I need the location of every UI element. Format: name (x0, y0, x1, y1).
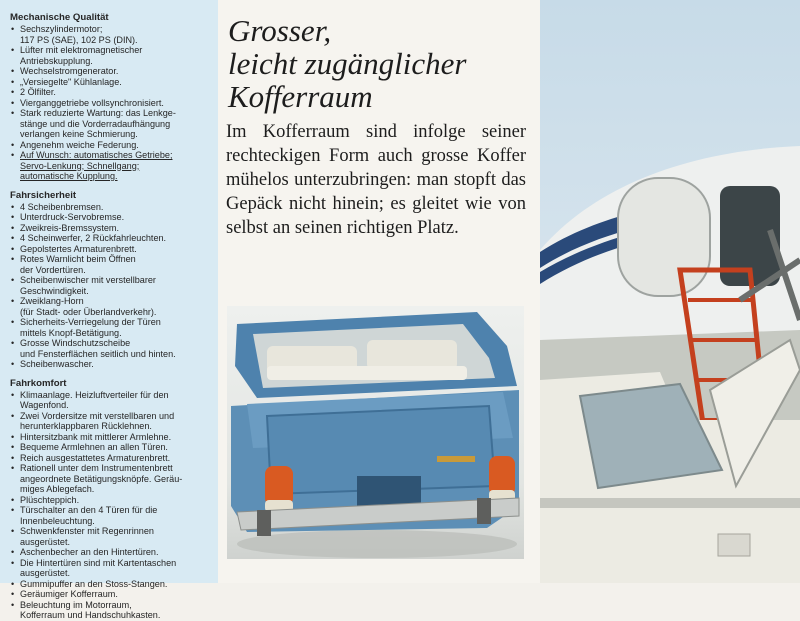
spec-item: • Zwei Vordersitze mit verstellbaren und herunterklappbaren Rücklehnen. (10, 411, 210, 432)
spec-item: • Zweikreis-Bremssystem. (10, 223, 210, 234)
spec-item: • Sechszylindermotor; 117 PS (SAE), 102 PS (DIN). (10, 24, 210, 45)
spec-item: • Scheibenwascher. (10, 359, 210, 370)
spec-list (10, 202, 210, 370)
spec-item: • Plüschteppich. (10, 495, 210, 506)
spec-item: • Rotes Warnlicht beim Öffnen der Vordertüren. (10, 254, 210, 275)
spec-section-title: Mechanische Qualität (10, 12, 109, 23)
spec-item: • Reich ausgestattetes Armaturenbrett. (10, 453, 210, 464)
airliner-and-car-illustration (540, 0, 800, 583)
spec-item: • 4 Scheibenbremsen. (10, 202, 210, 213)
car-trunk-photo (227, 306, 524, 559)
spec-item: • „Versiegelte" Kühlanlage. (10, 77, 210, 88)
spec-section-title: Fahrkomfort (10, 377, 67, 389)
spec-item: • Angenehm weiche Federung. (10, 140, 210, 151)
spec-item: • Stark reduzierte Wartung: das Lenkge- stänge und die Vorderradaufhängung verlangen keine Schmierung. (10, 108, 210, 140)
spec-item: • Schwenkfenster mit Regenrinnen ausgerüstet. (10, 526, 210, 547)
spec-item: • Lüfter mit elektromagnetischer Antriebskupplung. (10, 45, 210, 66)
spec-section-comfort (10, 378, 210, 621)
spec-item: • Gummipuffer an den Stoss-Stangen. (10, 579, 210, 590)
spec-item: • Zweiklang-Horn (für Stadt- oder Überlandverkehr). (10, 296, 210, 317)
spec-item: • Hintersitzbank mit mittlerer Armlehne. (10, 432, 210, 443)
spec-list (10, 390, 210, 621)
spec-item: • Bequeme Armlehnen an allen Türen. (10, 442, 210, 453)
spec-section-safety (10, 190, 210, 370)
spec-list (10, 24, 210, 182)
spec-section-title: Fahrsicherheit (10, 189, 77, 201)
spec-item: • Sicherheits-Verriegelung der Türen mittels Knopf-Betätigung. (10, 317, 210, 338)
airport-photo (540, 0, 800, 583)
spec-column (0, 0, 218, 620)
spec-section-mechanical (10, 12, 210, 182)
spec-item: • Geräumiger Kofferraum. (10, 589, 210, 600)
spec-item: • Scheibenwischer mit verstellbarer Geschwindigkeit. (10, 275, 210, 296)
blue-sedan-illustration (227, 306, 524, 559)
spec-item: • Gepolstertes Armaturenbrett. (10, 244, 210, 255)
spec-item: • Beleuchtung im Motorraum, Kofferraum und Handschuhkasten. (10, 600, 210, 621)
spec-item: • Auf Wunsch: automatisches Getriebe; Servo-Lenkung; Schnellgang; automatische Kupplung. (10, 150, 210, 182)
article-headline: Grosser, leicht zugänglicher Kofferraum (228, 13, 467, 114)
article-body: Im Kofferraum sind infolge seiner rechteckigen Form auch grosse Koffer mühelos unterzubringen: man stopft das Gepäck nicht hinein; es gleitet wie von selbst an seinen richtigen Platz. (226, 122, 526, 238)
spec-item: • 2 Ölfilter. (10, 87, 210, 98)
spec-item: • Türschalter an den 4 Türen für die Innenbeleuchtung. (10, 505, 210, 526)
spec-item: • Die Hintertüren sind mit Kartentaschen ausgerüstet. (10, 558, 210, 579)
spec-item: • Aschenbecher an den Hintertüren. (10, 547, 210, 558)
spec-item: • Unterdruck-Servobremse. (10, 212, 210, 223)
spec-item: • Rationell unter dem Instrumentenbrett angeordnete Betätigungsknöpfe. Geräu- miges Ablegefach. (10, 463, 210, 495)
spec-item: • 4 Scheinwerfer, 2 Rückfahrleuchten. (10, 233, 210, 244)
article-column (218, 0, 540, 583)
spec-item: • Klimaanlage. Heizluftverteiler für den Wagenfond. (10, 390, 210, 411)
spec-item: • Wechselstromgenerator. (10, 66, 210, 77)
spec-item: • Vierganggetriebe vollsynchronisiert. (10, 98, 210, 109)
spec-item: • Grosse Windschutzscheibe und Fensterflächen seitlich und hinten. (10, 338, 210, 359)
